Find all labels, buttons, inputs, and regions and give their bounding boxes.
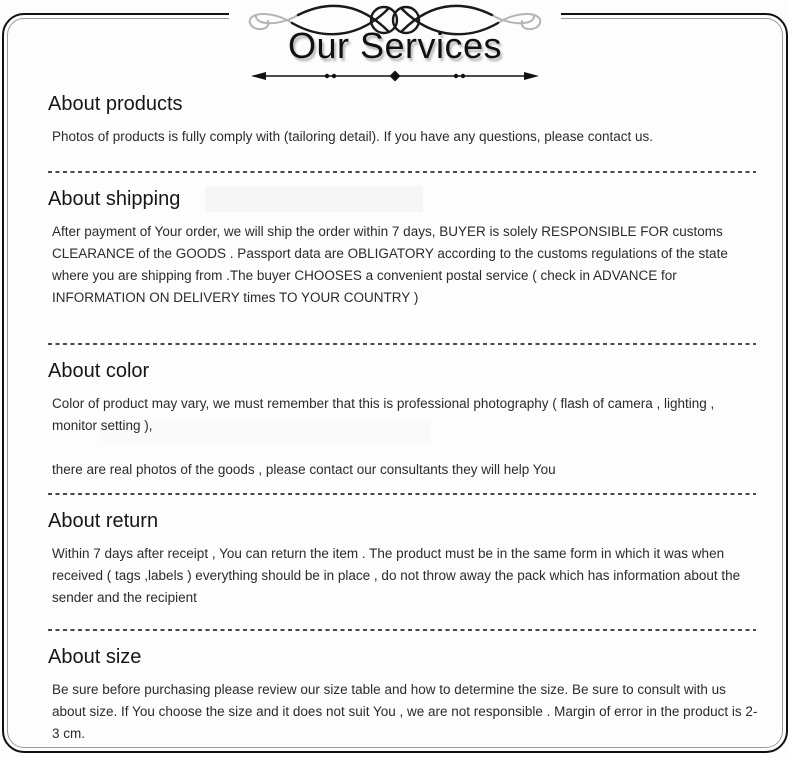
services-content [48,93,762,745]
section-paragraph: there are real photos of the goods , please contact our consultants they will help You [52,462,556,477]
dashed-divider [48,629,756,631]
section-paragraph: Within 7 days after receipt , You can return the item . The product must be in the same form in which it was when received ( tags ,labels ) everything should be in place , do not throw away the pack which has information about the sender and the recipient [52,546,741,605]
dashed-divider [48,171,756,173]
section-paragraph: Be sure before purchasing please review our size table and how to determine the size. Be sure to consult with us about size. If You choose the size and it does not suit You , we are not responsible . Margin of error in the product is 2-3 cm. [52,682,758,741]
section-about-shipping [48,188,762,309]
section-paragraph: After payment of Your order, we will ship the order within 7 days, BUYER is solely RESPONSIBLE FOR customs CLEARANCE of the GOODS . Passport data are OBLIGATORY according to the customs regulations of the state where you are shipping from .The buyer CHOOSES a convenient postal service ( check in ADVANCE for INFORMATION ON DELIVERY times TO YOUR COUNTRY ) [52,224,728,305]
section-heading: About return [48,510,159,532]
section-about-color [48,360,762,481]
section-heading: About shipping [48,188,181,210]
section-heading: About products [48,93,183,115]
section-paragraph: Color of product may vary, we must remember that this is professional photography ( flash of camera , lighting , monitor setting ), [52,396,715,433]
arrow-diamond-divider-icon [250,68,540,89]
section-heading: About size [48,646,142,668]
dashed-divider [48,493,756,495]
section-paragraph: Photos of products is fully comply with (tailoring detail). If you have any questions, please contact us. [52,129,654,144]
section-about-return [48,510,762,609]
section-about-size [48,646,762,745]
section-about-products [48,93,762,148]
section-heading: About color [48,360,150,382]
dashed-divider [48,343,756,345]
page-title: Our Services [287,25,503,66]
